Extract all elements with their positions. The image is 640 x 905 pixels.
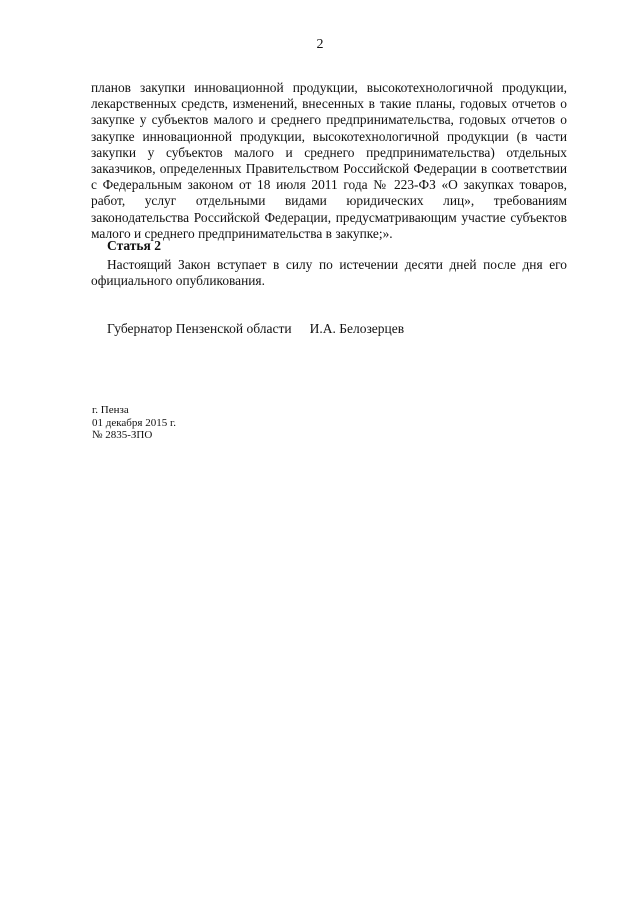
article-heading: Статья 2 [107,238,161,253]
meta-date: 01 декабря 2015 г. [92,416,176,429]
signature-block [107,321,404,337]
document-meta [92,404,176,442]
signature-name: И.А. Белозерцев [309,321,405,336]
meta-number: № 2835-ЗПО [92,429,153,442]
page-number: 2 [316,37,324,52]
meta-city: г. Пенза [92,404,129,416]
paragraph-continuation: планов закупки инновационной продукции, высокотехнологичной продукции, лекарственных средств, изменений, внесенных в такие планы, годовых отчетов о закупке у субъектов малого и среднего предпринимательства, годовых отчетов о закупке инновационной продукции, высокотехнологичной продукции (в части закупки у субъектов малого и среднего предпринимательства) отдельных заказчиков, определенных Правительством Российской Федерации в соответствии с Федеральным законом от 18 июля 2011 года № 223-ФЗ «О закупках товаров, работ, услуг отдельными видами юридических лиц», требованиям законодательства Российской Федерации, предусматривающим участие субъектов малого и среднего предпринимательства в закупке;». [91,80,567,241]
signature-title: Губернатор Пензенской области [107,321,292,336]
paragraph-article-2: Настоящий Закон вступает в силу по истечении десяти дней после дня его официального опубликования. [91,257,567,289]
